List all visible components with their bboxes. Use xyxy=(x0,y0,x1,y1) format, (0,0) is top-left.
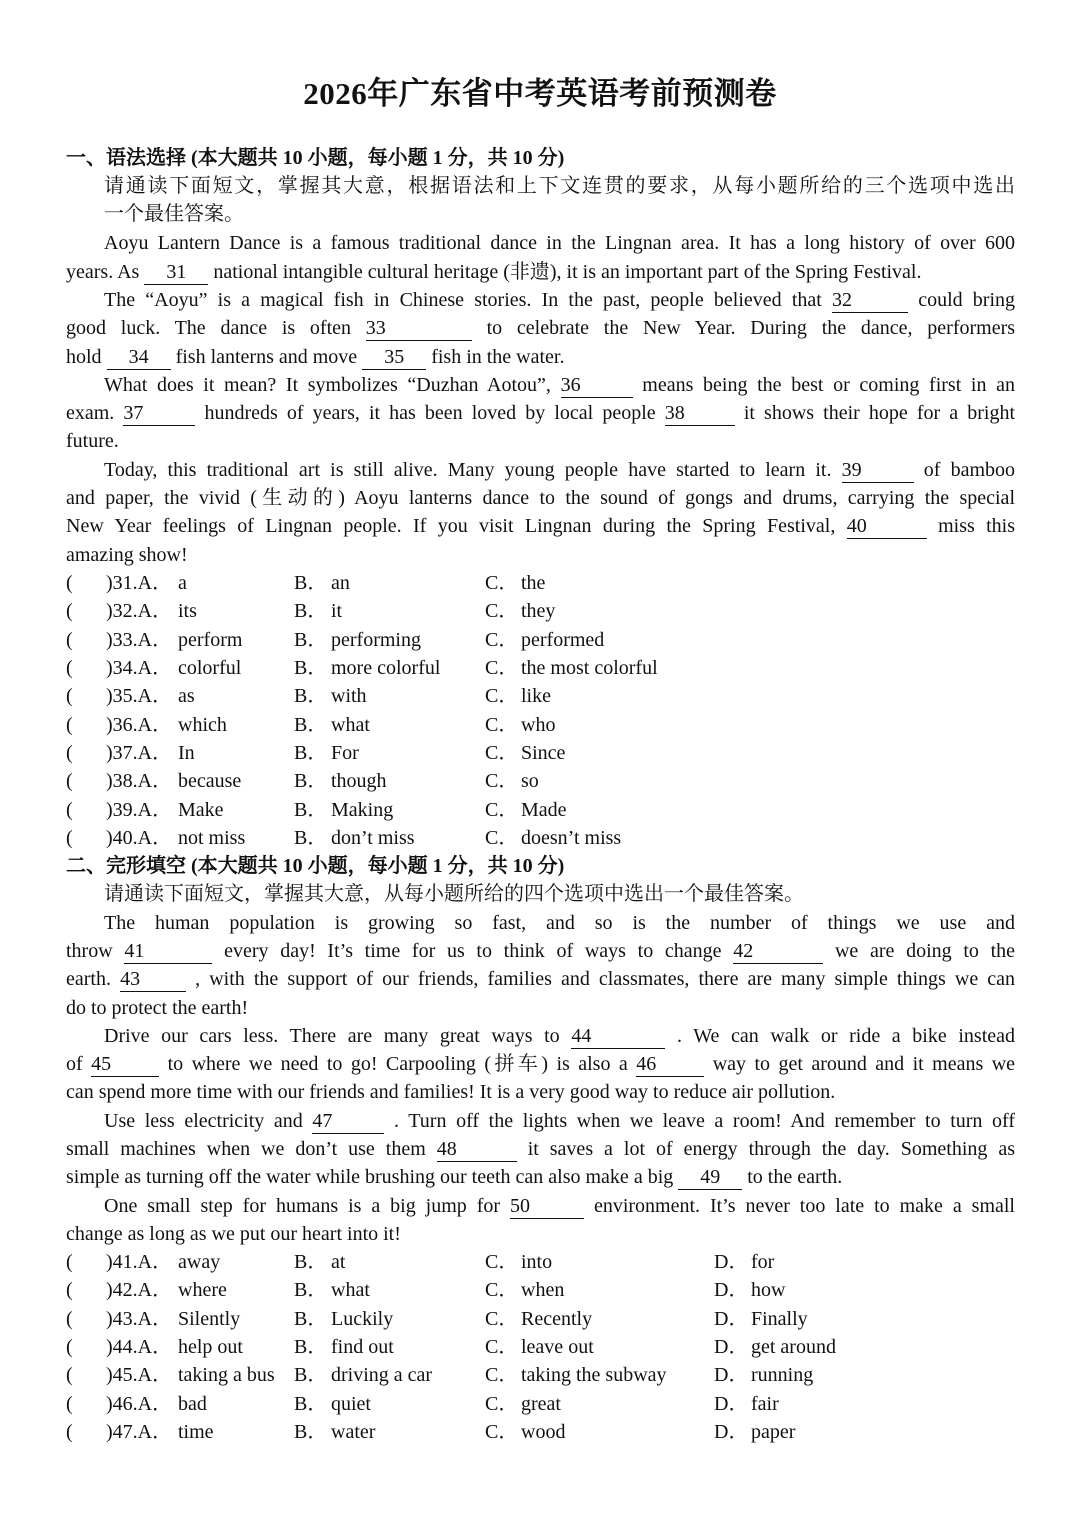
option-c[interactable]: great xyxy=(521,1392,561,1415)
text: fish in the water. xyxy=(431,346,565,368)
option-c[interactable]: Recently xyxy=(521,1307,593,1330)
text: could bring xyxy=(918,289,1016,311)
text: throw xyxy=(66,940,113,962)
option-b[interactable]: it xyxy=(331,600,343,623)
option-c-label: C． xyxy=(485,1307,519,1330)
text: simple as turning off the water while brushing our teeth can also make a big xyxy=(66,1166,674,1188)
text: small machines when we don’t use them xyxy=(66,1138,426,1160)
question-number: )46.A． xyxy=(106,1392,173,1415)
question-number: )37.A． xyxy=(106,742,173,765)
question-number: )40.A． xyxy=(106,827,173,850)
text: Drive our cars less. There are many great ways to xyxy=(104,1025,560,1047)
section2-title: 二、完形填空 xyxy=(66,855,186,877)
option-d-label: D． xyxy=(714,1336,749,1359)
option-d-label: D． xyxy=(714,1307,749,1330)
question-number: )42.A． xyxy=(106,1279,173,1302)
option-c-label: C． xyxy=(485,572,519,594)
option-c[interactable]: like xyxy=(521,685,551,708)
blank-36[interactable]: 36 xyxy=(561,374,633,398)
option-d-label: D． xyxy=(714,1364,749,1387)
question-row xyxy=(66,1248,966,1276)
option-b-label: B． xyxy=(294,798,328,821)
section2-instruction: 请通读下面短文，掌握其大意，从每小题所给的四个选项中选出一个最佳答案。 xyxy=(104,883,804,905)
text: Use less electricity and xyxy=(104,1110,303,1132)
text: way to get around and it means we xyxy=(712,1053,1016,1075)
passage1-p3-line3: future. xyxy=(66,430,119,452)
option-b[interactable]: quiet xyxy=(331,1392,371,1415)
option-a[interactable]: colorful xyxy=(178,657,242,680)
option-c[interactable]: Made xyxy=(521,798,567,821)
text: What does it mean? It symbolizes “Duzhan Aotou”, xyxy=(104,374,551,396)
text: One small step for humans is a big jump for xyxy=(104,1195,501,1217)
passage2-p3-line2 xyxy=(66,1135,1015,1163)
option-c[interactable]: performed xyxy=(521,628,605,651)
answer-bracket[interactable]: ( xyxy=(66,770,73,793)
option-c-label: C． xyxy=(485,1251,519,1273)
option-a[interactable]: Make xyxy=(178,798,224,821)
blank-32[interactable]: 32 xyxy=(832,289,908,313)
question-number: )33.A． xyxy=(106,628,173,651)
option-b[interactable]: For xyxy=(331,742,359,765)
question-row xyxy=(66,796,966,824)
option-c-label: C． xyxy=(485,798,519,821)
option-c[interactable]: they xyxy=(521,600,556,623)
question-row xyxy=(66,767,966,795)
option-b[interactable]: performing xyxy=(331,628,421,651)
question-number: )38.A． xyxy=(106,770,173,793)
answer-bracket[interactable]: ( xyxy=(66,657,73,680)
question-number: )36.A． xyxy=(106,713,173,736)
passage1-p3-line2 xyxy=(66,399,1015,427)
option-d[interactable]: fair xyxy=(751,1392,779,1415)
blank-40[interactable]: 40 xyxy=(847,515,927,539)
option-b[interactable]: driving a car xyxy=(331,1364,433,1387)
text: The “Aoyu” is a magical fish in Chinese stories. In the past, people believed that xyxy=(104,289,822,311)
question-row xyxy=(66,1361,966,1389)
option-c[interactable]: Since xyxy=(521,742,566,765)
question-row xyxy=(66,1418,966,1446)
text: miss this xyxy=(938,515,1016,537)
blank-31[interactable]: 31 xyxy=(144,261,208,285)
question-row xyxy=(66,1333,966,1361)
answer-bracket[interactable]: ( xyxy=(66,1364,73,1387)
blank-47[interactable]: 47 xyxy=(312,1110,384,1134)
option-c[interactable]: when xyxy=(521,1279,565,1302)
answer-bracket[interactable]: ( xyxy=(66,1279,73,1302)
question-number: )47.A． xyxy=(106,1421,173,1444)
option-a[interactable]: time xyxy=(178,1421,214,1444)
option-c-label: C． xyxy=(485,1421,519,1444)
option-b-label: B． xyxy=(294,685,328,708)
answer-bracket[interactable]: ( xyxy=(66,798,73,821)
option-b[interactable]: with xyxy=(331,685,367,708)
text: environment. It’s never too late to make a small xyxy=(593,1195,1015,1217)
question-number: )34.A． xyxy=(106,657,173,680)
option-b-label: B． xyxy=(294,827,328,850)
text: we are doing to the xyxy=(834,940,1016,962)
text: hundreds of years, it has been loved by local people xyxy=(204,402,656,424)
question-number: )35.A． xyxy=(106,685,173,708)
passage1-p3-line1 xyxy=(104,371,1015,399)
question-row xyxy=(66,682,966,710)
option-c[interactable]: who xyxy=(521,713,556,736)
blank-46[interactable]: 46 xyxy=(636,1053,704,1077)
option-c[interactable]: doesn’t miss xyxy=(521,827,622,850)
option-d[interactable]: for xyxy=(751,1251,775,1273)
option-d-label: D． xyxy=(714,1251,749,1273)
option-b-label: B． xyxy=(294,742,328,765)
blank-50[interactable]: 50 xyxy=(510,1195,584,1219)
text: hold xyxy=(66,346,102,368)
option-a[interactable]: taking a bus xyxy=(178,1364,275,1387)
passage1-p4-line2: and paper, the vivid (生动的) Aoyu lanterns dance to the sound of gongs and drums, carrying the special xyxy=(66,487,1015,509)
question-number: )45.A． xyxy=(106,1364,173,1387)
option-c-label: C． xyxy=(485,628,519,651)
option-b-label: B． xyxy=(294,1421,328,1444)
answer-bracket[interactable]: ( xyxy=(66,1392,73,1415)
passage2-p2-line3: can spend more time with our friends and families! It is a very good way to reduce air pollution. xyxy=(66,1081,836,1103)
option-a[interactable]: which xyxy=(178,713,227,736)
option-b-label: B． xyxy=(294,1307,328,1330)
option-a[interactable]: where xyxy=(178,1279,227,1302)
blank-34[interactable]: 34 xyxy=(107,346,171,370)
text: exam. xyxy=(66,402,115,424)
blank-48[interactable]: 48 xyxy=(437,1138,517,1162)
option-b[interactable]: water xyxy=(331,1421,376,1444)
option-b[interactable]: more colorful xyxy=(331,657,441,680)
option-c-label: C． xyxy=(485,685,519,708)
option-b[interactable]: though xyxy=(331,770,387,793)
option-b-label: B． xyxy=(294,657,328,680)
passage1-p2-line1 xyxy=(104,286,1015,314)
option-b[interactable]: at xyxy=(331,1251,346,1273)
option-c-label: C． xyxy=(485,657,519,680)
option-b[interactable]: an xyxy=(331,572,350,594)
passage2-p1-line2 xyxy=(66,937,1015,965)
option-d[interactable]: how xyxy=(751,1279,786,1302)
option-d[interactable]: running xyxy=(751,1364,814,1387)
question-row xyxy=(66,569,966,597)
passage1-p2-line3 xyxy=(66,343,1015,371)
passage2-p4-line2: change as long as we put our heart into it! xyxy=(66,1223,401,1245)
passage2-p1-line3 xyxy=(66,965,1015,993)
option-c[interactable]: wood xyxy=(521,1421,566,1444)
option-c-label: C． xyxy=(485,600,519,623)
option-b-label: B． xyxy=(294,1364,328,1387)
section1-instruction-line2: 一个最佳答案。 xyxy=(104,203,244,225)
option-c[interactable]: into xyxy=(521,1251,553,1273)
answer-bracket[interactable]: ( xyxy=(66,685,73,708)
passage1-p4-line3 xyxy=(66,512,1015,540)
text: New Year feelings of Lingnan people. If you visit Lingnan during the Spring Festival, xyxy=(66,515,836,537)
answer-bracket[interactable]: ( xyxy=(66,742,73,765)
option-a[interactable]: its xyxy=(178,600,197,623)
question-number: )31.A． xyxy=(106,572,173,594)
section1-title: 一、语法选择 xyxy=(66,147,186,169)
option-a[interactable]: help out xyxy=(178,1336,243,1359)
option-b-label: B． xyxy=(294,628,328,651)
passage2-p1-line1: The human population is growing so fast, and so is the number of things we use and xyxy=(104,912,1015,934)
option-b-label: B． xyxy=(294,600,328,623)
passage1-p4-line4: amazing show! xyxy=(66,544,188,566)
blank-44[interactable]: 44 xyxy=(571,1025,665,1049)
blank-41[interactable]: 41 xyxy=(124,940,212,964)
question-row xyxy=(66,597,966,625)
blank-39[interactable]: 39 xyxy=(842,459,914,483)
question-number: )41.A． xyxy=(106,1251,173,1273)
blank-38[interactable]: 38 xyxy=(665,402,735,426)
option-b-label: B． xyxy=(294,1279,328,1302)
option-b[interactable]: find out xyxy=(331,1336,394,1359)
answer-bracket[interactable]: ( xyxy=(66,628,73,651)
question-row xyxy=(66,824,966,852)
text: . We can walk or ride a bike instead xyxy=(676,1025,1016,1047)
blank-43[interactable]: 43 xyxy=(120,968,186,992)
text: fish lanterns and move xyxy=(175,346,358,368)
answer-bracket[interactable]: ( xyxy=(66,1336,73,1359)
question-number: )43.A． xyxy=(106,1307,173,1330)
answer-bracket[interactable]: ( xyxy=(66,600,73,623)
passage2-p2-line1 xyxy=(104,1022,1015,1050)
text: to where we need to go! Carpooling (拼车) is also a xyxy=(167,1053,628,1075)
text: years. As xyxy=(66,261,140,283)
option-d-label: D． xyxy=(714,1421,749,1444)
option-b[interactable]: don’t miss xyxy=(331,827,415,850)
text: Today, this traditional art is still alive. Many young people have started to learn it. xyxy=(104,459,832,481)
text: means being the best or coming first in an xyxy=(642,374,1016,396)
blank-35[interactable]: 35 xyxy=(362,346,426,370)
option-d-label: D． xyxy=(714,1392,749,1415)
text: earth. xyxy=(66,968,111,990)
option-a[interactable]: as xyxy=(178,685,195,708)
section1-note: (本大题共 10 小题，每小题 1 分，共 10 分) xyxy=(191,147,565,169)
blank-33[interactable]: 33 xyxy=(366,317,472,341)
question-row xyxy=(66,711,966,739)
question-row xyxy=(66,1305,966,1333)
option-a[interactable]: In xyxy=(178,742,195,765)
option-c[interactable]: so xyxy=(521,770,539,793)
passage2-p4-line1 xyxy=(104,1192,1015,1220)
option-d[interactable]: get around xyxy=(751,1336,836,1359)
passage2-p2-line2 xyxy=(66,1050,1015,1078)
answer-bracket[interactable]: ( xyxy=(66,827,73,850)
text: of xyxy=(66,1053,83,1075)
option-c-label: C． xyxy=(485,770,519,793)
option-c-label: C． xyxy=(485,1279,519,1302)
option-b[interactable]: Luckily xyxy=(331,1307,394,1330)
option-c-label: C． xyxy=(485,827,519,850)
question-row xyxy=(66,1276,966,1304)
option-a[interactable]: Silently xyxy=(178,1307,241,1330)
question-number: )44.A． xyxy=(106,1336,173,1359)
text: to the earth. xyxy=(747,1166,843,1188)
question-number: )39.A． xyxy=(106,798,173,821)
answer-bracket[interactable]: ( xyxy=(66,1307,73,1330)
blank-42[interactable]: 42 xyxy=(733,940,823,964)
question-row xyxy=(66,1390,966,1418)
text: good luck. The dance is often xyxy=(66,317,352,339)
section2-heading xyxy=(66,852,1015,880)
page-title: 2026年广东省中考英语考前预测卷 xyxy=(303,76,777,111)
answer-bracket[interactable]: ( xyxy=(66,713,73,736)
option-b[interactable]: what xyxy=(331,713,370,736)
option-b-label: B． xyxy=(294,1251,328,1273)
option-a[interactable]: a xyxy=(178,572,187,594)
option-b-label: B． xyxy=(294,713,328,736)
option-b[interactable]: what xyxy=(331,1279,370,1302)
option-a[interactable]: because xyxy=(178,770,242,793)
passage1-p1-line2 xyxy=(66,258,1015,286)
text: to celebrate the New Year. During the dance, performers xyxy=(486,317,1016,339)
question-row xyxy=(66,654,966,682)
option-a[interactable]: not miss xyxy=(178,827,246,850)
text: of bamboo xyxy=(923,459,1016,481)
option-d[interactable]: Finally xyxy=(751,1307,808,1330)
question-row xyxy=(66,626,966,654)
option-b-label: B． xyxy=(294,1392,328,1415)
option-b[interactable]: Making xyxy=(331,798,394,821)
option-a[interactable]: away xyxy=(178,1251,221,1273)
section2-note: (本大题共 10 小题，每小题 1 分，共 10 分) xyxy=(191,855,565,877)
text: every day! It’s time for us to think of ways to change xyxy=(224,940,722,962)
section1-instruction-line1: 请通读下面短文，掌握其大意，根据语法和上下文连贯的要求，从每小题所给的三个选项中选出 xyxy=(104,175,1015,197)
answer-bracket[interactable]: ( xyxy=(66,572,73,594)
question-row xyxy=(66,739,966,767)
option-b-label: B． xyxy=(294,770,328,793)
option-c[interactable]: taking the subway xyxy=(521,1364,667,1387)
option-d-label: D． xyxy=(714,1279,749,1302)
passage2-p1-line4: do to protect the earth! xyxy=(66,997,249,1019)
text: . Turn off the lights when we leave a room! And remember to turn off xyxy=(394,1110,1016,1132)
text: , with the support of our friends, families and classmates, there are many simple things we can xyxy=(195,968,1016,990)
passage1-p2-line2 xyxy=(66,314,1015,342)
option-c-label: C． xyxy=(485,1336,519,1359)
text: it shows their hope for a bright xyxy=(743,402,1015,424)
option-c[interactable]: leave out xyxy=(521,1336,594,1359)
blank-49[interactable]: 49 xyxy=(678,1166,742,1190)
option-a[interactable]: bad xyxy=(178,1392,207,1415)
option-c[interactable]: the most colorful xyxy=(521,657,658,680)
option-c[interactable]: the xyxy=(521,572,546,594)
text: it saves a lot of energy through the day. Something as xyxy=(527,1138,1015,1160)
option-d[interactable]: paper xyxy=(751,1421,796,1444)
option-b-label: B． xyxy=(294,572,328,594)
option-c-label: C． xyxy=(485,1392,519,1415)
option-a[interactable]: perform xyxy=(178,628,243,651)
option-c-label: C． xyxy=(485,742,519,765)
section1-heading xyxy=(66,144,1015,172)
blank-37[interactable]: 37 xyxy=(123,402,195,426)
answer-bracket[interactable]: ( xyxy=(66,1421,73,1444)
passage1-p4-line1 xyxy=(104,456,1015,484)
passage2-p3-line1 xyxy=(104,1107,1015,1135)
answer-bracket[interactable]: ( xyxy=(66,1251,73,1273)
option-c-label: C． xyxy=(485,713,519,736)
option-b-label: B． xyxy=(294,1336,328,1359)
passage2-p3-line3 xyxy=(66,1163,1015,1191)
blank-45[interactable]: 45 xyxy=(91,1053,159,1077)
option-c-label: C． xyxy=(485,1364,519,1387)
text: national intangible cultural heritage (非遗), it is an important part of the Spring Festival. xyxy=(213,261,922,283)
question-number: )32.A． xyxy=(106,600,173,623)
passage1-p1-line1: Aoyu Lantern Dance is a famous traditional dance in the Lingnan area. It has a long history of over 600 xyxy=(104,232,1015,254)
